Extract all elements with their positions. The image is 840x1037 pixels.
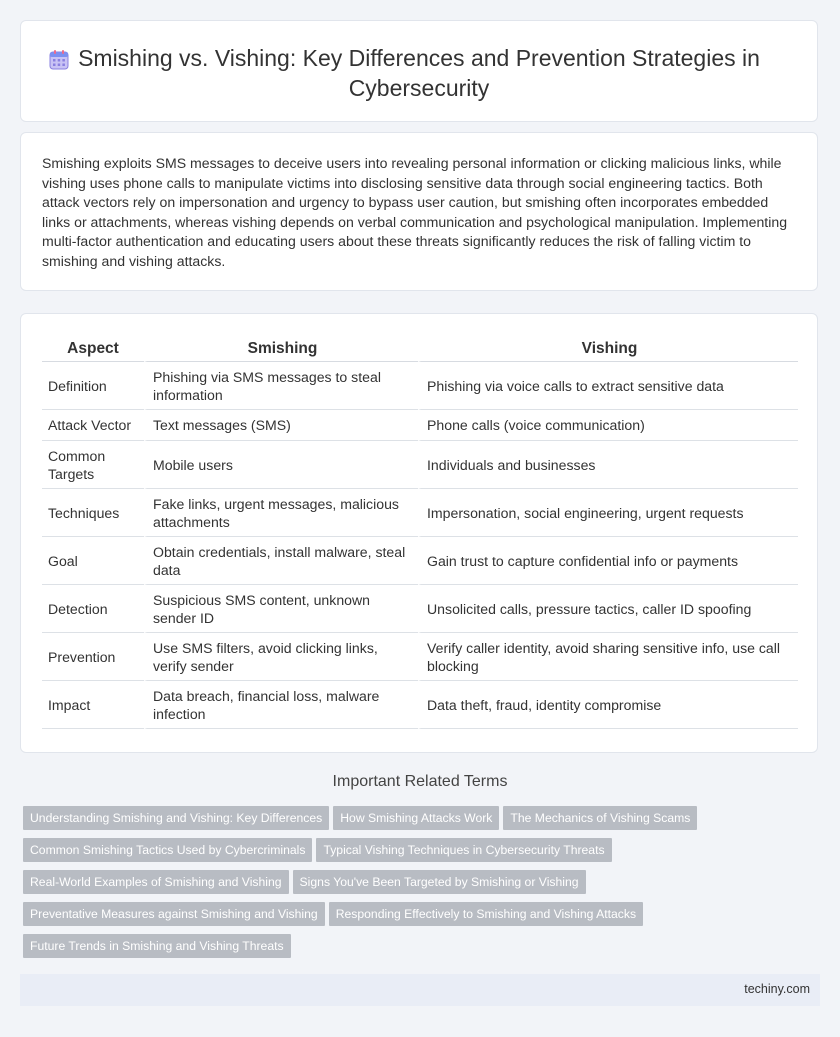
comparison-table	[42, 333, 798, 729]
table-cell: Phishing via SMS messages to steal information	[144, 362, 418, 410]
comparison-card	[20, 313, 818, 753]
related-term-tag[interactable]: Responding Effectively to Smishing and Vishing Attacks	[329, 902, 643, 926]
header-smishing: Smishing	[144, 333, 418, 362]
table-cell: Impersonation, social engineering, urgent requests	[418, 489, 798, 537]
table-row	[42, 441, 798, 489]
page-title: Smishing vs. Vishing: Key Differences and Prevention Strategies in Cybersecurity	[78, 45, 760, 101]
header-vishing: Vishing	[418, 333, 798, 362]
table-cell: Goal	[42, 537, 144, 585]
table-row	[42, 633, 798, 681]
table-row	[42, 410, 798, 441]
table-cell: Attack Vector	[42, 410, 144, 441]
table-cell: Gain trust to capture confidential info or payments	[418, 537, 798, 585]
table-cell: Text messages (SMS)	[144, 410, 418, 441]
table-cell: Fake links, urgent messages, malicious attachments	[144, 489, 418, 537]
header-card	[20, 20, 818, 122]
related-term-tag[interactable]: Common Smishing Tactics Used by Cybercriminals	[23, 838, 312, 862]
table-cell: Unsolicited calls, pressure tactics, caller ID spoofing	[418, 585, 798, 633]
table-cell: Impact	[42, 681, 144, 729]
table-row	[42, 489, 798, 537]
related-terms-title: Important Related Terms	[332, 773, 508, 790]
table-cell: Mobile users	[144, 441, 418, 489]
table-cell: Data breach, financial loss, malware infection	[144, 681, 418, 729]
table-cell: Techniques	[42, 489, 144, 537]
table-row	[42, 362, 798, 410]
table-cell: Individuals and businesses	[418, 441, 798, 489]
table-cell: Phone calls (voice communication)	[418, 410, 798, 441]
related-term-tag[interactable]: Understanding Smishing and Vishing: Key Differences	[23, 806, 329, 830]
table-header-row	[42, 333, 798, 362]
intro-paragraph: Smishing exploits SMS messages to deceive users into revealing personal information or clicking malicious links, while vishing uses phone calls to manipulate victims into disclosing sensitive data through social engineering tactics. Both attack vectors rely on impersonation and urgency to bypass user caution, but smishing often incorporates embedded links or attachments, whereas vishing depends on verbal communication and psychological manipulation. Implementing multi-factor authentication and educating users about these threats significantly reduces the risk of falling victim to smishing and vishing attacks.	[42, 155, 788, 269]
table-cell: Suspicious SMS content, unknown sender ID	[144, 585, 418, 633]
related-terms-list	[23, 806, 813, 966]
header-aspect: Aspect	[42, 333, 144, 362]
table-row	[42, 681, 798, 729]
table-cell: Phishing via voice calls to extract sensitive data	[418, 362, 798, 410]
table-cell: Use SMS filters, avoid clicking links, verify sender	[144, 633, 418, 681]
related-term-tag[interactable]: How Smishing Attacks Work	[333, 806, 499, 830]
related-term-tag[interactable]: The Mechanics of Vishing Scams	[503, 806, 697, 830]
related-term-tag[interactable]: Signs You've Been Targeted by Smishing or Vishing	[293, 870, 586, 894]
table-row	[42, 585, 798, 633]
table-cell: Prevention	[42, 633, 144, 681]
table-cell: Verify caller identity, avoid sharing sensitive info, use call blocking	[418, 633, 798, 681]
related-term-tag[interactable]: Real-World Examples of Smishing and Vishing	[23, 870, 289, 894]
table-row	[42, 537, 798, 585]
table-cell: Common Targets	[42, 441, 144, 489]
related-term-tag[interactable]: Preventative Measures against Smishing and Vishing	[23, 902, 325, 926]
table-cell: Detection	[42, 585, 144, 633]
footer	[20, 974, 820, 1006]
table-cell: Obtain credentials, install malware, steal data	[144, 537, 418, 585]
related-term-tag[interactable]: Typical Vishing Techniques in Cybersecurity Threats	[316, 838, 611, 862]
table-cell: Definition	[42, 362, 144, 410]
related-term-tag[interactable]: Future Trends in Smishing and Vishing Threats	[23, 934, 291, 958]
table-cell: Data theft, fraud, identity compromise	[418, 681, 798, 729]
intro-card	[20, 132, 818, 291]
footer-site-link[interactable]: techiny.com	[744, 982, 810, 996]
